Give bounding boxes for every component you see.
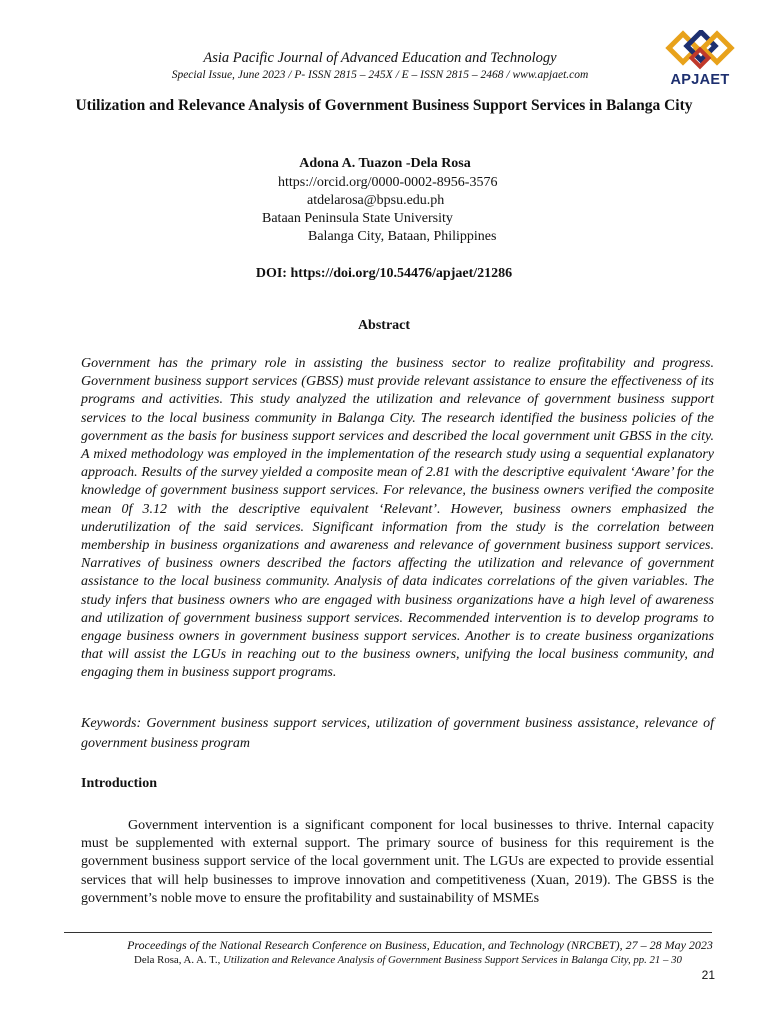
footer-divider (64, 932, 712, 933)
doi: DOI: https://doi.org/10.54476/apjaet/21286 (255, 266, 513, 281)
keywords: Keywords: Government business support services, utilization of government business assistance, relevance of government business program (81, 716, 714, 751)
journal-name: Asia Pacific Journal of Advanced Education and Technology (203, 50, 557, 66)
abstract-text: Government has the primary role in assisting the business sector to realize profitability and progress. Government business support services (GBSS) must provide relevant assistance to ensure the effectiveness of its programs and activities. This study analyzed the utilization and relevance of government business support services to the local business community in Balanga City. The research identified the business policies of the government as the basis for business support services and described the local government unit GBSS in the city. A mixed methodology was employed in the implementation of the research study using a sequential explanatory approach. Results of the survey yielded a composite mean of 2.81 with the descriptive equivalent ‘Aware’ for the knowledge of government business support services. For relevance, the business owners verified the composite mean 0f 3.12 with the descriptive equivalent ‘Relevant’. However, business owners emphasized the underutilization of the said services. Significant information from the study is the correlation between membership in business organizations and awareness and relevance of government business support services. Narratives of business owners described the factors affecting the utilization and relevance of government assistance to the local business community. Analysis of data indicates correlations of the given variables. The study infers that business owners who are engaged with business organizations have a high level of awareness and utilization of government business support services. Recommended intervention is to develop programs to engage business owners in government business support services. Another is to create business organizations that will assist the LGUs in reaching out to the business owners, unifying the local business community, and engaging them in business support programs. (81, 356, 714, 681)
author-university: Bataan Peninsula State University (262, 211, 453, 226)
author-name: Adona A. Tuazon -Dela Rosa (299, 156, 471, 171)
citation-author: Dela Rosa, A. A. T., (134, 954, 224, 966)
apjaet-logo (662, 30, 738, 92)
author-city: Balanga City, Bataan, Philippines (308, 229, 497, 244)
logo-diamonds-icon (662, 30, 738, 74)
abstract-heading: Abstract (357, 318, 411, 333)
issue-info: Special Issue, June 2023 / P- ISSN 2815 – 245X / E – ISSN 2815 – 2468 / www.apjaet.com (171, 69, 589, 81)
page-number: 21 (701, 968, 715, 982)
citation-title: Utilization and Relevance Analysis of Government Business Support Services in Balanga City, pp. 21 – 30 (223, 954, 682, 966)
introduction-text: Government intervention is a significant component for local businesses to thrive. Internal capacity must be supplemented with external support. The primary source of business for this requirement is the government business support service of the local government unit. The LGUs are expected to provide essential services that will help businesses to improve innovation and competitiveness (Xuan, 2019). The GBSS is the government’s noble move to ensure the profitability and sustainability of MSMEs (81, 818, 714, 906)
paper-title: Utilization and Relevance Analysis of Government Business Support Services in Balanga City (75, 97, 693, 114)
citation-line (64, 954, 752, 966)
author-orcid: https://orcid.org/0000-0002-8956-3576 (278, 175, 498, 190)
proceedings-line: Proceedings of the National Research Conference on Business, Education, and Technology (NRCBET), 27 – 28 May 2023 (127, 938, 713, 952)
logo-text: APJAET (670, 72, 730, 88)
author-email: atdelarosa@bpsu.edu.ph (307, 193, 445, 208)
introduction-heading: Introduction (81, 776, 157, 791)
